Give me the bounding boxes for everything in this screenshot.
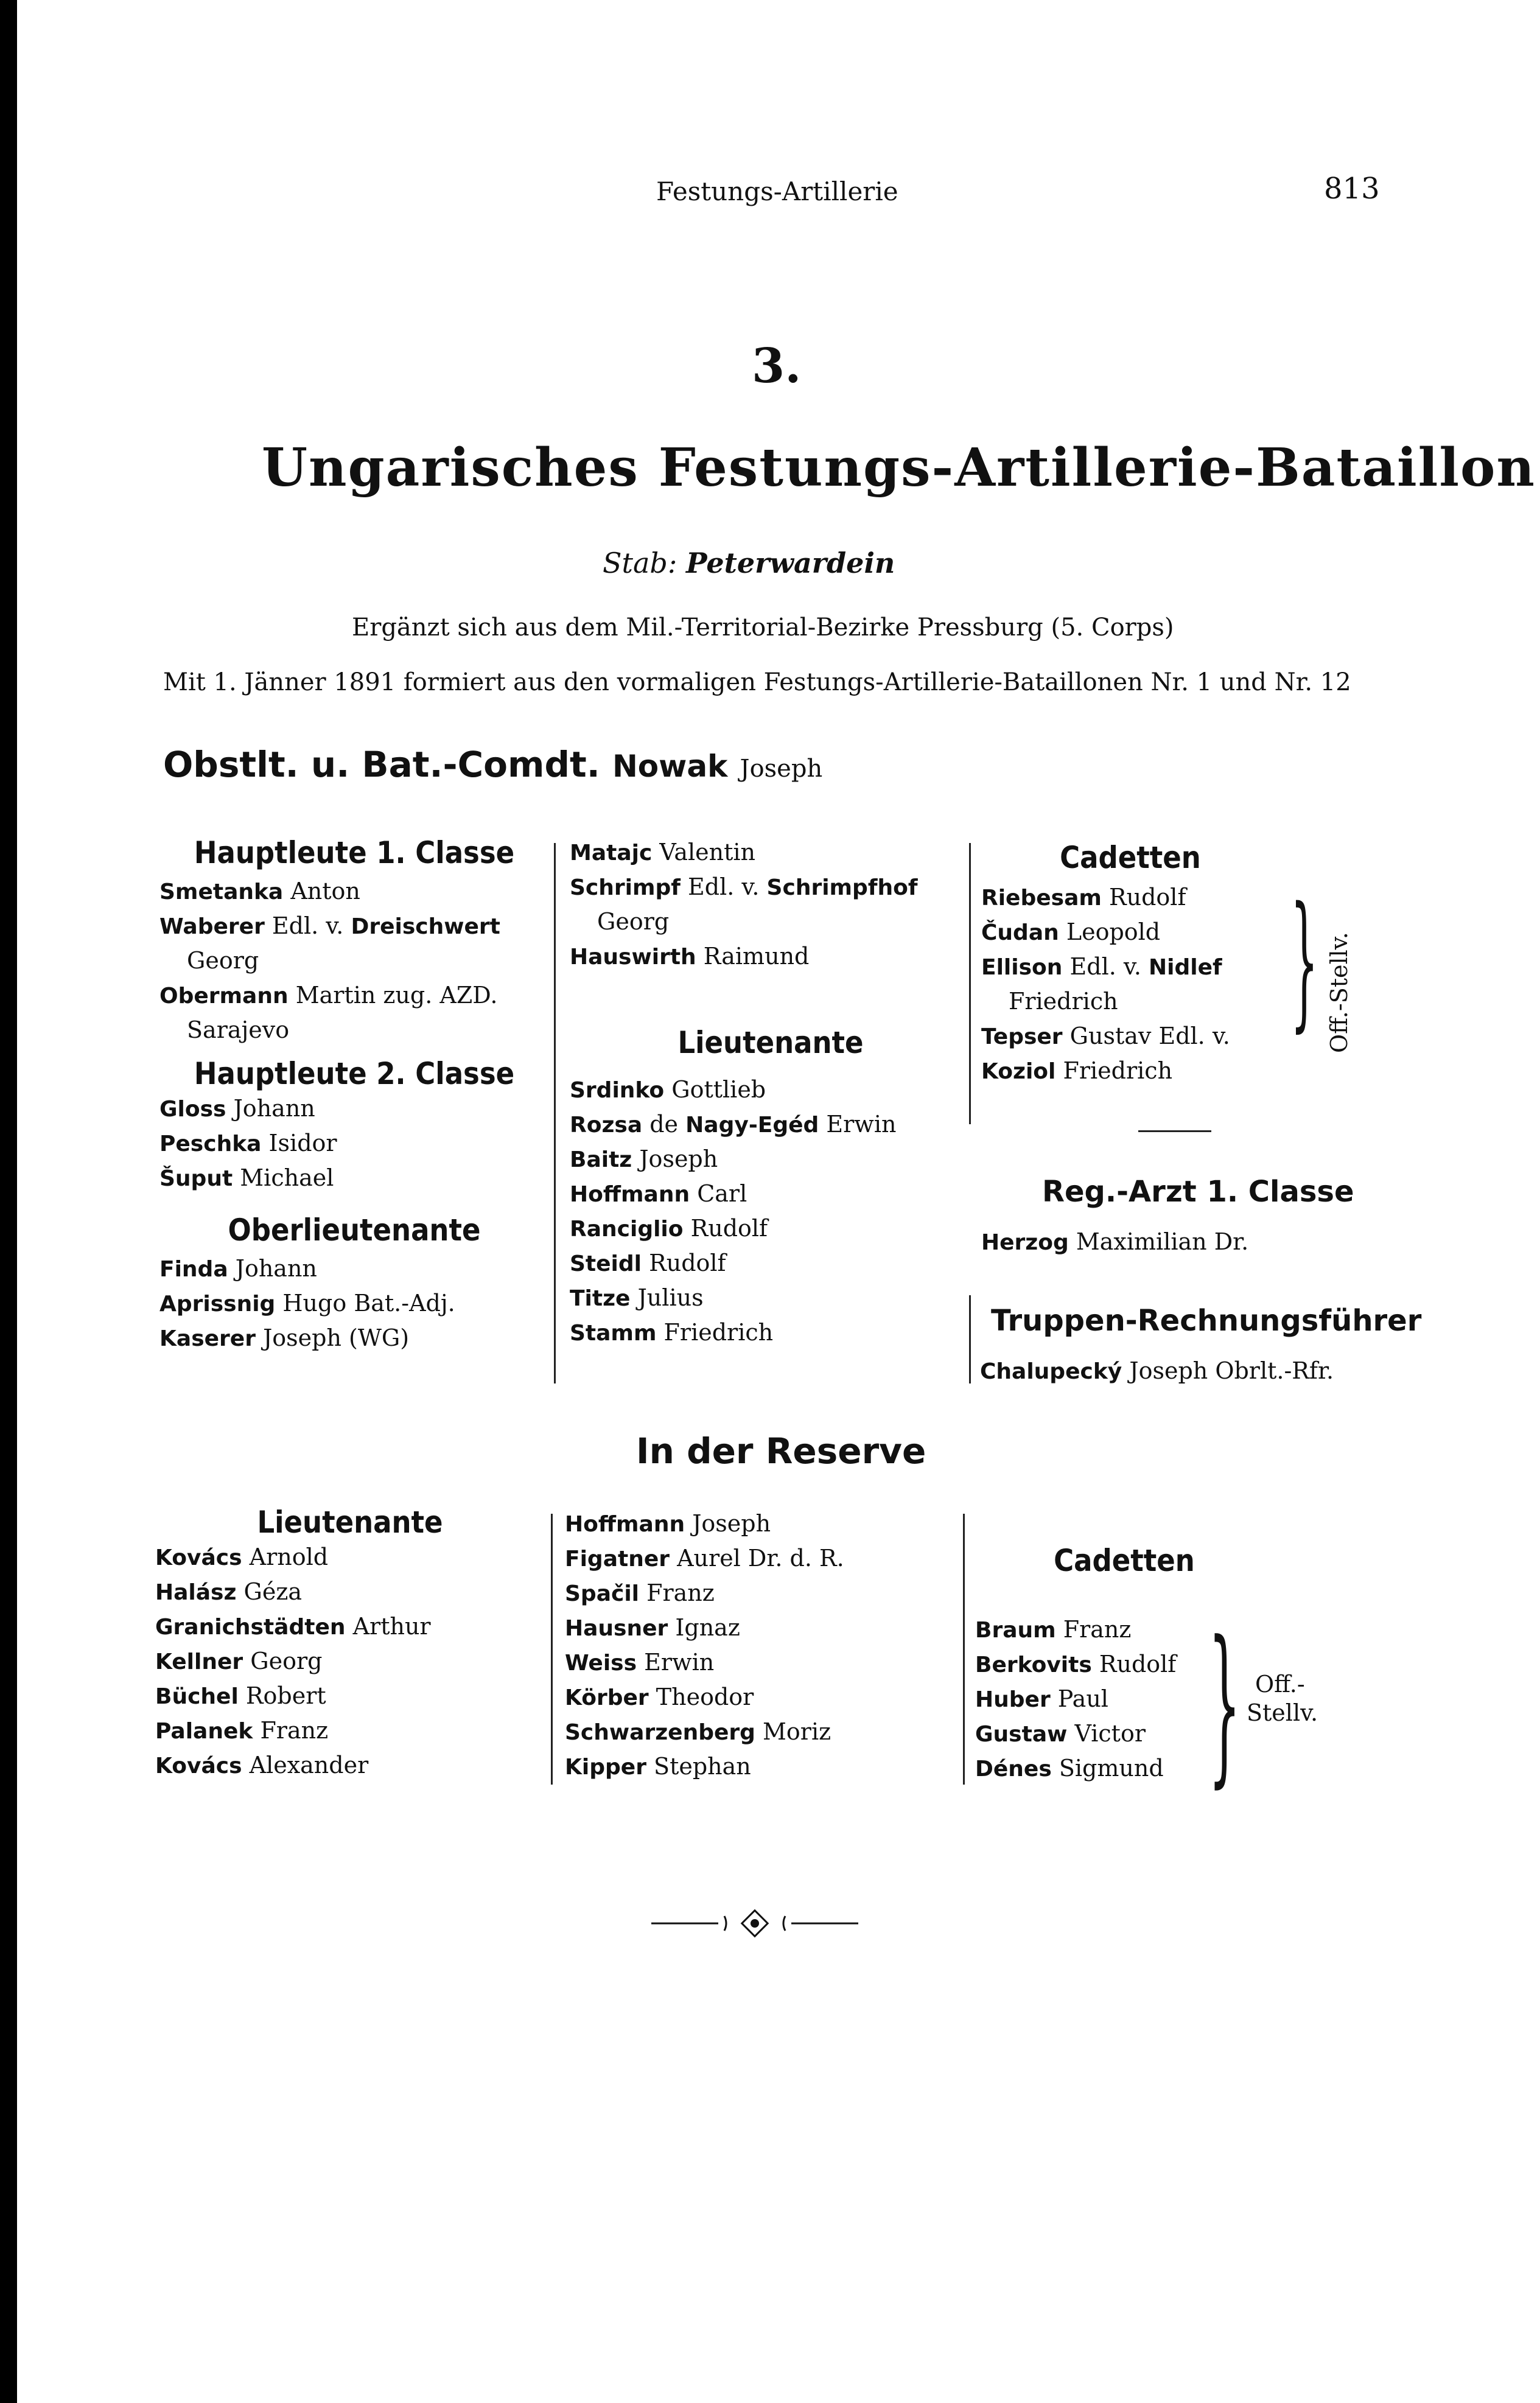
surname: Spačil <box>565 1581 640 1606</box>
list-entry <box>159 1321 549 1355</box>
list-entry <box>155 1679 545 1713</box>
heading-rechnungsfuehrer: Truppen-Rechnungsführer <box>991 1304 1422 1338</box>
running-title: Festungs-Artillerie <box>656 177 898 206</box>
brace: } <box>1208 1605 1241 1803</box>
heading-reserve-lieutenante: Lieutenante <box>257 1505 443 1540</box>
surname: Hauswirth <box>570 945 696 970</box>
surname: Körber <box>565 1685 649 1710</box>
section-number: 3. <box>752 338 802 394</box>
list-entry <box>565 1506 961 1541</box>
list-entry <box>565 1680 961 1715</box>
intro-line-1: Ergänzt sich aus dem Mil.-Territorial-Bezirke Pressburg (5. Corps) <box>352 614 1174 642</box>
list-entry <box>570 870 971 904</box>
given-name: Edl. v. <box>1069 953 1141 980</box>
surname: Schwarzenberg <box>565 1720 755 1745</box>
rechnungsfuehrer-entry: Chalupecký Joseph Obrlt.-Rfr. <box>980 1357 1334 1384</box>
list-entry <box>570 939 971 974</box>
given-name: Rudolf <box>690 1215 768 1242</box>
given-name: Anton <box>290 878 360 904</box>
page-number: 813 <box>1324 172 1380 206</box>
given-name: Theodor <box>656 1684 754 1710</box>
list-entry <box>159 909 549 943</box>
list-entry <box>155 1748 545 1783</box>
surname: Dénes <box>975 1757 1052 1782</box>
given-name: Edl. v. <box>688 873 760 900</box>
column-divider <box>963 1514 965 1785</box>
given-name: Rudolf <box>1109 884 1186 911</box>
given-name: Robert <box>245 1682 326 1709</box>
list-entry <box>570 1315 971 1350</box>
given-name: Georg <box>187 947 259 974</box>
intro-line-2: Mit 1. Jänner 1891 formiert aus den vormaligen Festungs-Artillerie-Bataillonen Nr. 1 und Nr. 12 <box>163 668 1351 696</box>
surname: Baitz <box>570 1147 632 1172</box>
reserve-col-3 <box>975 1543 1340 1786</box>
given-name: Friedrich <box>1009 988 1118 1015</box>
page-title: Ungarisches Festungs-Artillerie-Bataillon <box>262 437 1536 498</box>
stab-line <box>603 547 895 579</box>
surname: Ranciglio <box>570 1217 684 1242</box>
commander-surname: Nowak <box>612 749 728 784</box>
given-name: Rudolf <box>1099 1651 1177 1677</box>
list-entry <box>155 1575 545 1609</box>
list-entry <box>159 874 549 909</box>
off-stellv-label: Off.-Stellv. <box>1326 932 1353 1053</box>
list-entry <box>570 1107 971 1142</box>
given-name: Georg <box>597 908 670 935</box>
given-name: Martin zug. AZD. <box>295 982 498 1009</box>
given-name: Johann <box>235 1255 317 1282</box>
column-divider <box>969 1295 971 1383</box>
given-name: Raimund <box>703 943 810 970</box>
reserve-col-2 <box>565 1506 961 1784</box>
surname: Rozsa <box>570 1113 643 1138</box>
stab-place: Peterwardein <box>686 547 895 579</box>
surname: Waberer <box>159 914 265 939</box>
given-name: Paul <box>1057 1685 1108 1712</box>
list-entry <box>570 1281 971 1315</box>
heading-oberlieutenante: Oberlieutenante <box>228 1212 481 1248</box>
given-name: Carl <box>697 1180 747 1207</box>
list-entry <box>570 835 971 870</box>
given-name: Victor <box>1074 1720 1146 1747</box>
list-entry <box>159 1091 549 1126</box>
reserve-col-1 <box>155 1505 545 1783</box>
list-entry <box>570 1142 971 1177</box>
active-col-1 <box>159 835 549 1355</box>
heading-reserve-cadetten: Cadetten <box>1054 1543 1195 1578</box>
list-entry <box>159 1251 549 1286</box>
list-entry <box>975 1612 1340 1647</box>
given-name: Franz <box>646 1579 715 1606</box>
given-name: Sarajevo <box>187 1016 290 1043</box>
list-entry <box>155 1540 545 1575</box>
surname: Kovács <box>155 1545 242 1570</box>
list-entry <box>975 1751 1340 1786</box>
list-entry <box>565 1611 961 1645</box>
surname: Kipper <box>565 1755 646 1780</box>
given-name: Stephan <box>654 1753 751 1780</box>
surname: Koziol <box>981 1059 1056 1084</box>
surname: Hoffmann <box>570 1182 690 1207</box>
surname: Peschka <box>159 1132 262 1156</box>
surname: Berkovits <box>975 1653 1092 1677</box>
given-name: Edl. v. <box>271 912 344 939</box>
list-entry <box>159 1161 549 1195</box>
hauptleute-1-list <box>159 874 549 1048</box>
given-name: de <box>649 1111 679 1138</box>
heading-reserve: In der Reserve <box>636 1430 926 1472</box>
oberlieutenante-list <box>159 1251 549 1355</box>
reserve-lieutenante-list <box>155 1540 545 1783</box>
stab-label: Stab: <box>603 547 677 579</box>
list-entry <box>565 1645 961 1680</box>
surname: Kellner <box>155 1649 243 1674</box>
surname: Büchel <box>155 1684 239 1709</box>
brace: } <box>1290 875 1318 1046</box>
surname: Steidl <box>570 1251 642 1276</box>
surname: Ellison <box>981 955 1063 980</box>
surname: Hausner <box>565 1616 668 1641</box>
given-name: Michael <box>240 1164 334 1191</box>
given-name: Alexander <box>249 1752 369 1779</box>
surname: Riebesam <box>981 886 1102 911</box>
surname: Halász <box>155 1580 237 1605</box>
ornament-divider <box>651 1906 858 1940</box>
given-name: Joseph <box>639 1146 718 1172</box>
surname: Matajc <box>570 841 653 866</box>
list-entry <box>565 1541 961 1576</box>
surname: Dreischwert <box>351 914 500 939</box>
surname: Srdinko <box>570 1078 665 1103</box>
list-entry <box>159 943 549 978</box>
surname: Weiss <box>565 1651 637 1676</box>
given-name: Franz <box>1063 1616 1132 1643</box>
column-divider <box>969 843 971 1124</box>
surname: Gloss <box>159 1097 226 1122</box>
reserve-lieutenante-continued-list <box>565 1506 961 1784</box>
given-name: Gustav Edl. v. <box>1069 1023 1230 1049</box>
list-entry <box>159 1013 549 1048</box>
off-stellv-label-1: Off.- <box>1255 1671 1305 1698</box>
list-entry <box>570 1072 971 1107</box>
list-entry <box>565 1715 961 1749</box>
given-name: Leopold <box>1066 918 1161 945</box>
given-name: Friedrich <box>663 1319 774 1346</box>
separator-rule <box>1138 1130 1211 1132</box>
ornament-dot <box>751 1919 759 1928</box>
given-name: Valentin <box>659 839 756 866</box>
surname: Nagy-Egéd <box>685 1113 819 1138</box>
list-entry <box>570 904 971 939</box>
surname: Kaserer <box>159 1326 256 1351</box>
given-name: Aurel Dr. d. R. <box>677 1545 844 1572</box>
given-name: Géza <box>243 1578 303 1605</box>
given-name: Gottlieb <box>671 1076 766 1103</box>
surname: Stamm <box>570 1321 657 1346</box>
surname: Kovács <box>155 1754 242 1779</box>
surname: Finda <box>159 1257 228 1282</box>
given-name: Arthur <box>352 1613 431 1640</box>
given-name: Hugo Bat.-Adj. <box>282 1290 455 1317</box>
given-name: Joseph (WG) <box>263 1324 410 1351</box>
given-name: Erwin <box>644 1649 715 1676</box>
heading-cadetten: Cadetten <box>1060 840 1201 875</box>
heading-lieutenante: Lieutenante <box>677 1025 864 1060</box>
surname: Palanek <box>155 1719 253 1744</box>
surname: Gustaw <box>975 1722 1068 1747</box>
reg-arzt-entry: Herzog Maximilian Dr. <box>981 1228 1249 1255</box>
column-divider <box>554 843 556 1383</box>
surname: Huber <box>975 1687 1051 1712</box>
surname: Titze <box>570 1286 631 1311</box>
surname: Obermann <box>159 984 289 1009</box>
active-col-2 <box>570 835 971 1350</box>
given-name: Julius <box>637 1284 704 1311</box>
list-entry <box>159 1126 549 1161</box>
given-name: Erwin <box>826 1111 897 1138</box>
lieutenante-list <box>570 1072 971 1350</box>
surname: Šuput <box>159 1166 233 1191</box>
surname: Granichstädten <box>155 1615 346 1640</box>
given-name: Franz <box>260 1717 329 1744</box>
list-entry <box>159 978 549 1013</box>
scan-edge <box>0 0 17 2403</box>
heading-hauptleute-2: Hauptleute 2. Classe <box>194 1056 515 1091</box>
list-entry <box>155 1644 545 1679</box>
off-stellv-label-2: Stellv. <box>1247 1699 1318 1726</box>
given-name: Ignaz <box>675 1614 740 1641</box>
given-name: Johann <box>233 1095 315 1122</box>
commander-firstname: Joseph <box>740 755 823 783</box>
commander-rank: Obstlt. u. Bat.-Comdt. <box>163 744 600 785</box>
surname: Smetanka <box>159 880 284 904</box>
given-name: Rudolf <box>649 1250 726 1276</box>
surname: Čudan <box>981 920 1059 945</box>
list-entry <box>565 1576 961 1611</box>
hauptleute-2-continued-list <box>570 835 971 974</box>
given-name: Georg <box>250 1648 323 1674</box>
given-name: Joseph <box>692 1510 771 1537</box>
surname: Schrimpfhof <box>766 875 918 900</box>
given-name: Isidor <box>268 1130 337 1156</box>
list-entry <box>565 1749 961 1784</box>
list-entry <box>570 1177 971 1211</box>
given-name: Friedrich <box>1063 1057 1173 1084</box>
surname: Nidlef <box>1149 955 1222 980</box>
surname: Figatner <box>565 1547 670 1572</box>
surname: Braum <box>975 1618 1056 1643</box>
list-entry <box>159 1286 549 1321</box>
list-entry <box>570 1211 971 1246</box>
surname: Tepser <box>981 1024 1063 1049</box>
given-name: Sigmund <box>1059 1755 1164 1782</box>
column-divider <box>551 1514 553 1785</box>
heading-hauptleute-1: Hauptleute 1. Classe <box>194 835 515 870</box>
surname: Hoffmann <box>565 1512 685 1537</box>
given-name: Arnold <box>249 1544 329 1570</box>
commander-line <box>163 744 822 785</box>
list-entry <box>981 1054 1359 1088</box>
list-entry <box>155 1609 545 1644</box>
surname: Schrimpf <box>570 875 681 900</box>
list-entry <box>155 1713 545 1748</box>
given-name: Moriz <box>763 1718 831 1745</box>
heading-reg-arzt: Reg.-Arzt 1. Classe <box>1042 1175 1354 1209</box>
hauptleute-2-list <box>159 1091 549 1195</box>
list-entry <box>570 1246 971 1281</box>
surname: Aprissnig <box>159 1292 276 1317</box>
